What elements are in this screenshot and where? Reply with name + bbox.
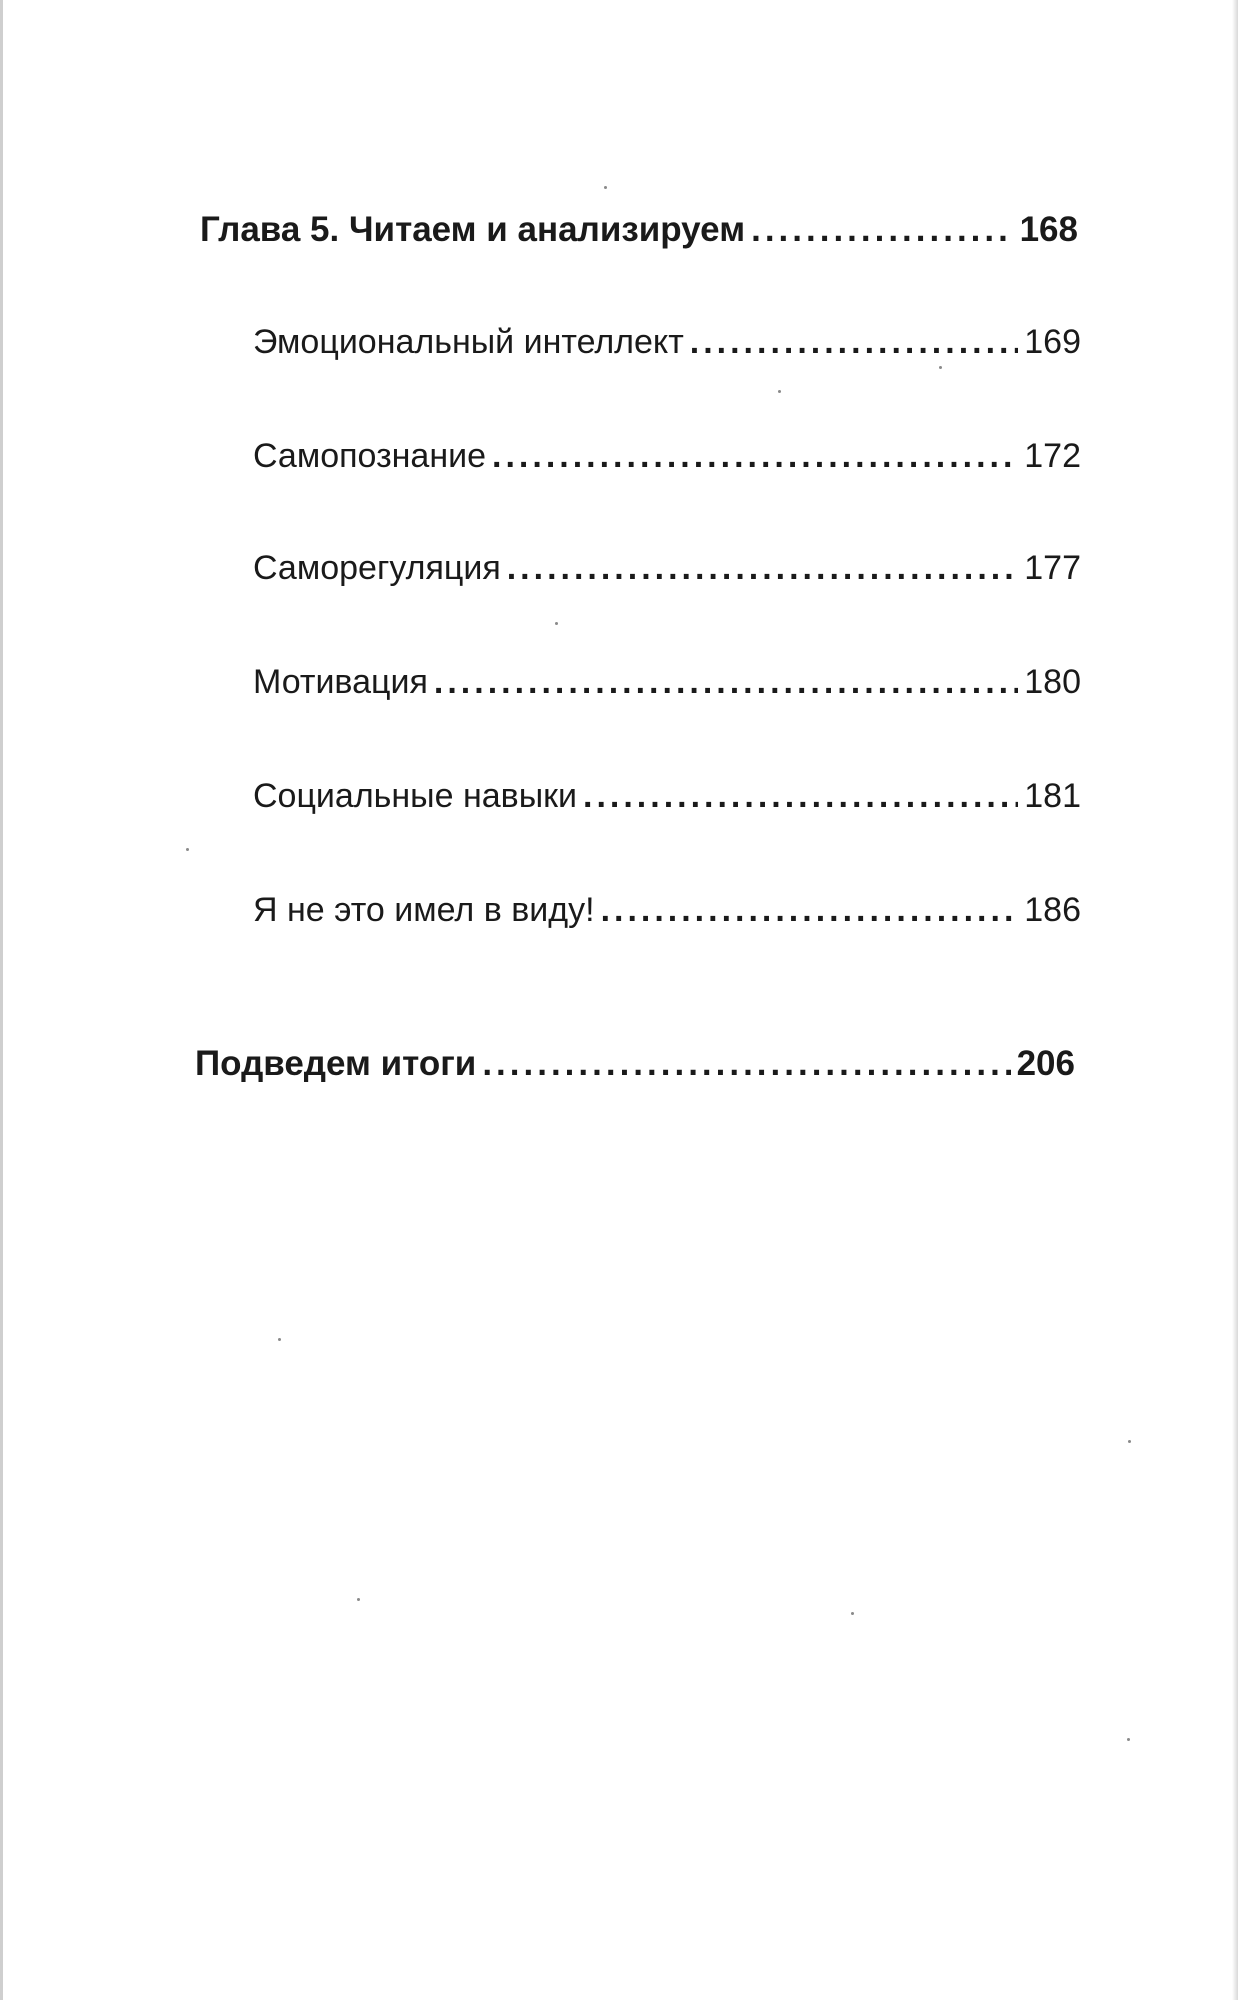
toc-dot-leader: [434, 660, 1018, 704]
toc-section-page: 177: [1024, 549, 1081, 587]
scan-speck: [778, 390, 781, 393]
toc-section-entry[interactable]: [253, 888, 1081, 932]
toc-dot-leader: [492, 434, 1018, 478]
toc-dot-leader: [507, 546, 1019, 590]
toc-dot-leader: [583, 774, 1018, 818]
toc-section-title: Эмоциональный интеллект: [253, 323, 684, 361]
toc-chapter-entry[interactable]: [200, 208, 1078, 252]
scan-speck: [1127, 1738, 1130, 1741]
toc-section-entry[interactable]: [253, 320, 1081, 364]
toc-summary-page: 206: [1016, 1044, 1075, 1083]
toc-summary-entry[interactable]: [195, 1042, 1075, 1086]
toc-section-title: Социальные навыки: [253, 777, 578, 815]
toc-section-entry[interactable]: [253, 434, 1081, 478]
toc-section-entry[interactable]: [253, 546, 1081, 590]
toc-dot-leader: [690, 320, 1019, 364]
toc-section-entry[interactable]: [253, 660, 1081, 704]
scan-speck: [604, 186, 607, 189]
scan-speck: [851, 1612, 854, 1615]
toc-section-title: Самопознание: [253, 437, 487, 475]
toc-chapter-page: 168: [1019, 210, 1078, 249]
toc-dot-leader: [601, 888, 1019, 932]
toc-section-title: Саморегуляция: [253, 549, 501, 587]
toc-dot-leader: [482, 1042, 1010, 1086]
toc-section-page: 169: [1024, 323, 1081, 361]
toc-section-page: 181: [1024, 777, 1081, 815]
toc-section-title: Мотивация: [253, 663, 428, 701]
toc-dot-leader: [751, 208, 1014, 252]
toc-section-page: 186: [1024, 891, 1081, 929]
scan-speck: [278, 1338, 281, 1341]
toc-section-page: 180: [1024, 663, 1081, 701]
scan-speck: [1128, 1440, 1131, 1443]
toc-chapter-title: Глава 5. Читаем и анализируем: [200, 210, 746, 249]
toc-section-page: 172: [1024, 437, 1081, 475]
toc-section-entry[interactable]: [253, 774, 1081, 818]
scan-speck: [939, 366, 942, 369]
scan-speck: [186, 848, 189, 851]
scan-speck: [357, 1598, 360, 1601]
toc-section-title: Я не это имел в виду!: [253, 891, 595, 929]
toc-summary-title: Подведем итоги: [195, 1044, 477, 1083]
scan-speck: [555, 622, 558, 625]
